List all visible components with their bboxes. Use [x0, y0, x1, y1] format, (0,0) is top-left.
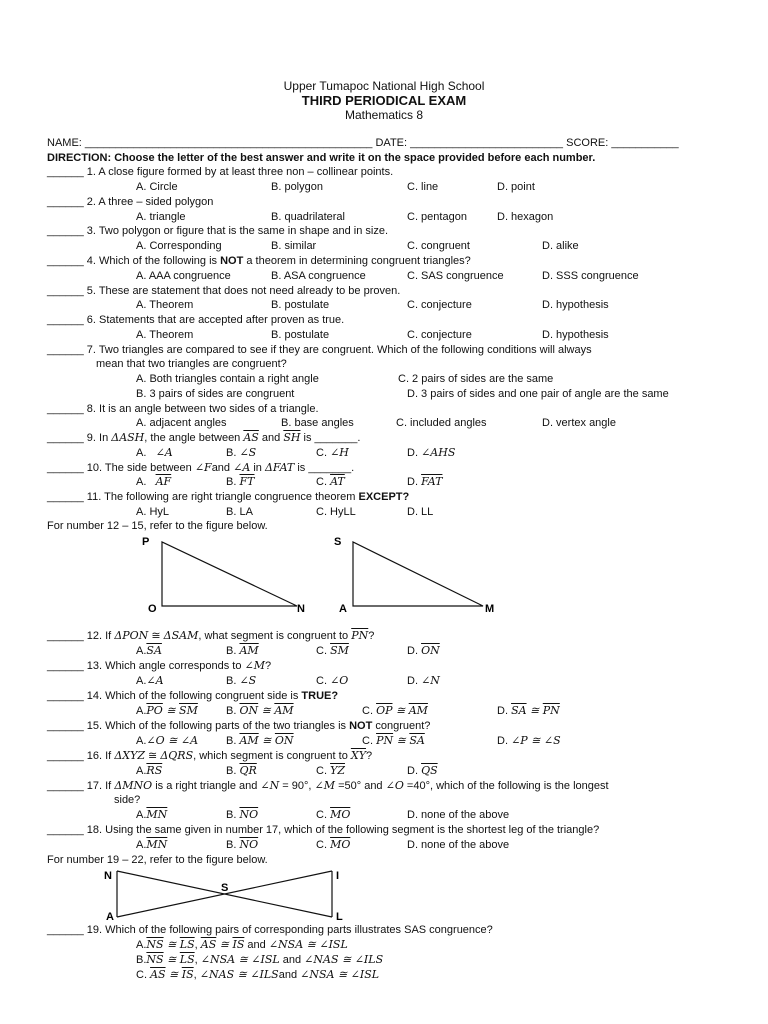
question-9: ______ 9. In ΔASH, the angle between $\overline{AS}$ and $\overline{SH}$ is _______.	[47, 431, 361, 444]
question-5: ______ 5. These are statement that does not need already to be proven.	[47, 285, 401, 297]
q14-option-d: D. $\overline{SA}$ ≅ $\overline{PN}$	[497, 704, 560, 717]
question-6: ______ 6. Statements that are accepted after proven as true.	[47, 314, 345, 326]
q18-option-c: C. $\overline{MO}$	[316, 838, 351, 851]
question-7: ______ 7. Two triangles are compared to see if they are congruent. Which of the following conditions will always	[47, 344, 592, 356]
q12-option-b: B. $\overline{AM}$	[226, 644, 259, 657]
q12-option-d: D. $\overline{ON}$	[407, 644, 440, 657]
vertex-p-label: P	[142, 536, 150, 548]
q3-option-b: B. similar	[271, 240, 317, 252]
q8-option-a: A. adjacent angles	[136, 417, 227, 429]
q19-option-a: $A.\overline{NS}$ ≅ $\overline{LS}$, $\overline{AS}$ ≅ $\overline{IS}$ and ∠NSA ≅ ∠ISL	[136, 938, 348, 951]
vertex-l-label: L	[336, 911, 343, 923]
vertex-m-label: M	[485, 603, 495, 615]
question-18: ______ 18. Using the same given in number 17, which of the following segment is the shortest leg of the triangle?	[47, 824, 600, 836]
bowtie-figure	[100, 866, 360, 926]
q1-option-a: A. Circle	[136, 181, 178, 193]
q19-option-b: $B.\overline{NS}$ ≅ $\overline{LS}$, ∠NSA ≅ ∠ISL and ∠NAS ≅ ∠ILS	[136, 953, 384, 966]
vertex-s-label: S	[334, 536, 342, 548]
q2-option-b: B. quadrilateral	[271, 211, 345, 223]
triangles-figure	[130, 532, 510, 620]
exam-title: THIRD PERIODICAL EXAM	[301, 93, 467, 108]
question-14: ______ 14. Which of the following congruent side is TRUE?	[47, 690, 339, 702]
q10-option-b: B. $\overline{FT}$	[226, 475, 255, 488]
vertex-s-label: S	[221, 882, 229, 894]
q7-option-c: C. 2 pairs of sides are the same	[398, 373, 554, 385]
q12-option-c: C. $\overline{SM}$	[316, 644, 349, 657]
q2-option-a: A. triangle	[136, 211, 186, 223]
q13-option-c: C. ∠O	[316, 674, 349, 687]
q3-option-c: C. congruent	[407, 240, 470, 252]
question-8: ______ 8. It is an angle between two sides of a triangle.	[47, 403, 319, 415]
q2-option-c: C. pentagon	[407, 211, 467, 223]
q18-option-d: D. none of the above	[407, 839, 510, 851]
q15-option-b: B. $\overline{AM}$ ≅ $\overline{ON}$	[226, 734, 294, 747]
q4-option-b: B. ASA congruence	[271, 270, 366, 282]
q13-option-d: D. ∠N	[407, 674, 440, 687]
vertex-n-label: N	[297, 603, 305, 615]
q9-option-d: D. ∠AHS	[407, 446, 456, 459]
q13-option-a: A.∠A	[136, 674, 164, 687]
q7-option-a: A. Both triangles contain a right angle	[136, 373, 319, 385]
q17-option-a: $A.\overline{MN}$	[136, 808, 168, 821]
q15-option-c: C. $\overline{PN}$ ≅ $\overline{SA}$	[362, 734, 425, 747]
q3-option-d: D. alike	[542, 240, 579, 252]
question-17-continued: side?	[114, 794, 141, 806]
q1-option-d: D. point	[497, 181, 535, 193]
triangle-pon	[162, 542, 297, 606]
q10-option-a: A. $\overline{AF}$	[136, 475, 172, 488]
q18-option-a: $A.\overline{MN}$	[136, 838, 168, 851]
question-11: ______ 11. The following are right triangle congruence theorem EXCEPT?	[47, 491, 410, 503]
q9-option-a: A. ∠A	[136, 446, 173, 459]
vertex-a-label: A	[106, 911, 114, 923]
question-10: ______ 10. The side between ∠Fand ∠A in ΔFAT is _______.	[47, 461, 355, 474]
q5-option-c: C. conjecture	[407, 299, 472, 311]
q16-option-d: D. $\overline{QS}$	[407, 764, 438, 777]
q10-option-c: C. $\overline{AT}$	[316, 475, 345, 488]
q17-option-b: B. $\overline{NO}$	[226, 808, 259, 821]
subject: Mathematics 8	[344, 108, 424, 122]
q4-option-d: D. SSS congruence	[542, 270, 639, 282]
q6-option-d: D. hypothesis	[542, 329, 609, 341]
vertex-i-label: I	[336, 870, 340, 882]
q4-option-a: A. AAA congruence	[136, 270, 231, 282]
q8-option-d: D. vertex angle	[542, 417, 616, 429]
q15-option-d: D. ∠P ≅ ∠S	[497, 734, 561, 747]
q11-option-b: B. LA	[226, 506, 253, 518]
q19-option-c: C. $\overline{AS}$ ≅ $\overline{IS}$, ∠NAS ≅ ∠ILSand ∠NSA ≅ ∠ISL	[136, 968, 380, 981]
question-17: ______ 17. If ΔMNO is a right triangle and ∠N = 90°, ∠M =50° and ∠O =40°, which of the following is the longest	[47, 779, 609, 792]
figure-1-intro: For number 12 – 15, refer to the figure below.	[47, 520, 268, 532]
q5-option-d: D. hypothesis	[542, 299, 609, 311]
question-3: ______ 3. Two polygon or figure that is the same in shape and in size.	[47, 225, 389, 237]
question-1: ______ 1. A close figure formed by at least three non – collinear points.	[47, 166, 394, 178]
question-16: ______ 16. If ΔXYZ ≅ ΔQRS, which segment is congruent to $\overline{XY}$?	[47, 749, 373, 762]
q17-option-c: C. $\overline{MO}$	[316, 808, 351, 821]
q1-option-c: C. line	[407, 181, 439, 193]
q5-option-a: A. Theorem	[136, 299, 194, 311]
q9-option-b: B. ∠S	[226, 446, 257, 459]
question-12: ______ 12. If ΔPON ≅ ΔSAM, what segment is congruent to $\overline{PN}$?	[47, 629, 375, 642]
q3-option-a: A. Corresponding	[136, 240, 222, 252]
q13-option-b: B. ∠S	[226, 674, 257, 687]
q6-option-c: C. conjecture	[407, 329, 472, 341]
q16-option-b: B. $\overline{QR}$	[226, 764, 257, 777]
q5-option-b: B. postulate	[271, 299, 330, 311]
q1-option-b: B. polygon	[271, 181, 323, 193]
q15-option-a: A.∠O ≅ ∠A	[136, 734, 199, 747]
q16-option-c: C. $\overline{YZ}$	[316, 764, 345, 777]
q8-option-b: B. base angles	[281, 417, 354, 429]
q16-option-a: $A.\overline{RS}$	[136, 764, 163, 777]
q14-option-b: B. $\overline{ON}$ ≅ $\overline{AM}$	[226, 704, 294, 717]
q12-option-a: $A.\overline{SA}$	[136, 644, 162, 657]
q11-option-c: C. HyLL	[316, 506, 356, 518]
q14-option-c: C. $\overline{OP}$ ≅ $\overline{AM}$	[362, 704, 428, 717]
q7-option-d: D. 3 pairs of sides and one pair of angle are the same	[407, 388, 669, 400]
q4-option-c: C. SAS congruence	[407, 270, 504, 282]
q18-option-b: B. $\overline{NO}$	[226, 838, 259, 851]
q11-option-d: D. LL	[407, 506, 434, 518]
school-name: Upper Tumapoc National High School	[283, 79, 485, 93]
q2-option-d: D. hexagon	[497, 211, 554, 223]
question-2: ______ 2. A three – sided polygon	[47, 196, 214, 208]
q17-option-d: D. none of the above	[407, 809, 510, 821]
q6-option-a: A. Theorem	[136, 329, 194, 341]
vertex-o-label: O	[148, 603, 157, 615]
figure-2-intro: For number 19 – 22, refer to the figure below.	[47, 854, 268, 866]
question-4: ______ 4. Which of the following is NOT a theorem in determining congruent triangles?	[47, 255, 471, 267]
question-13: ______ 13. Which angle corresponds to ∠M?	[47, 659, 272, 672]
q11-option-a: A. HyL	[136, 506, 170, 518]
direction: DIRECTION: Choose the letter of the best answer and write it on the space provided before each number.	[47, 152, 596, 164]
question-19: ______ 19. Which of the following pairs of corresponding parts illustrates SAS congruence?	[47, 924, 493, 936]
q9-option-c: C. ∠H	[316, 446, 349, 459]
triangle-sam	[353, 542, 483, 606]
q14-option-a: $A.\overline{PO}$ ≅ $\overline{SM}$	[136, 704, 198, 717]
q10-option-d: D. $\overline{FAT}$	[407, 475, 443, 488]
q6-option-b: B. postulate	[271, 329, 330, 341]
question-15: ______ 15. Which of the following parts of the two triangles is NOT congruent?	[47, 720, 431, 732]
q7-option-b: B. 3 pairs of sides are congruent	[136, 388, 295, 400]
question-7-continued: mean that two triangles are congruent?	[96, 358, 287, 370]
vertex-a-label: A	[339, 603, 347, 615]
q8-option-c: C. included angles	[396, 417, 487, 429]
info-line: NAME: _______________________________________________ DATE: _________________________ SCORE: ___________	[47, 137, 679, 149]
vertex-n-label: N	[104, 870, 112, 882]
